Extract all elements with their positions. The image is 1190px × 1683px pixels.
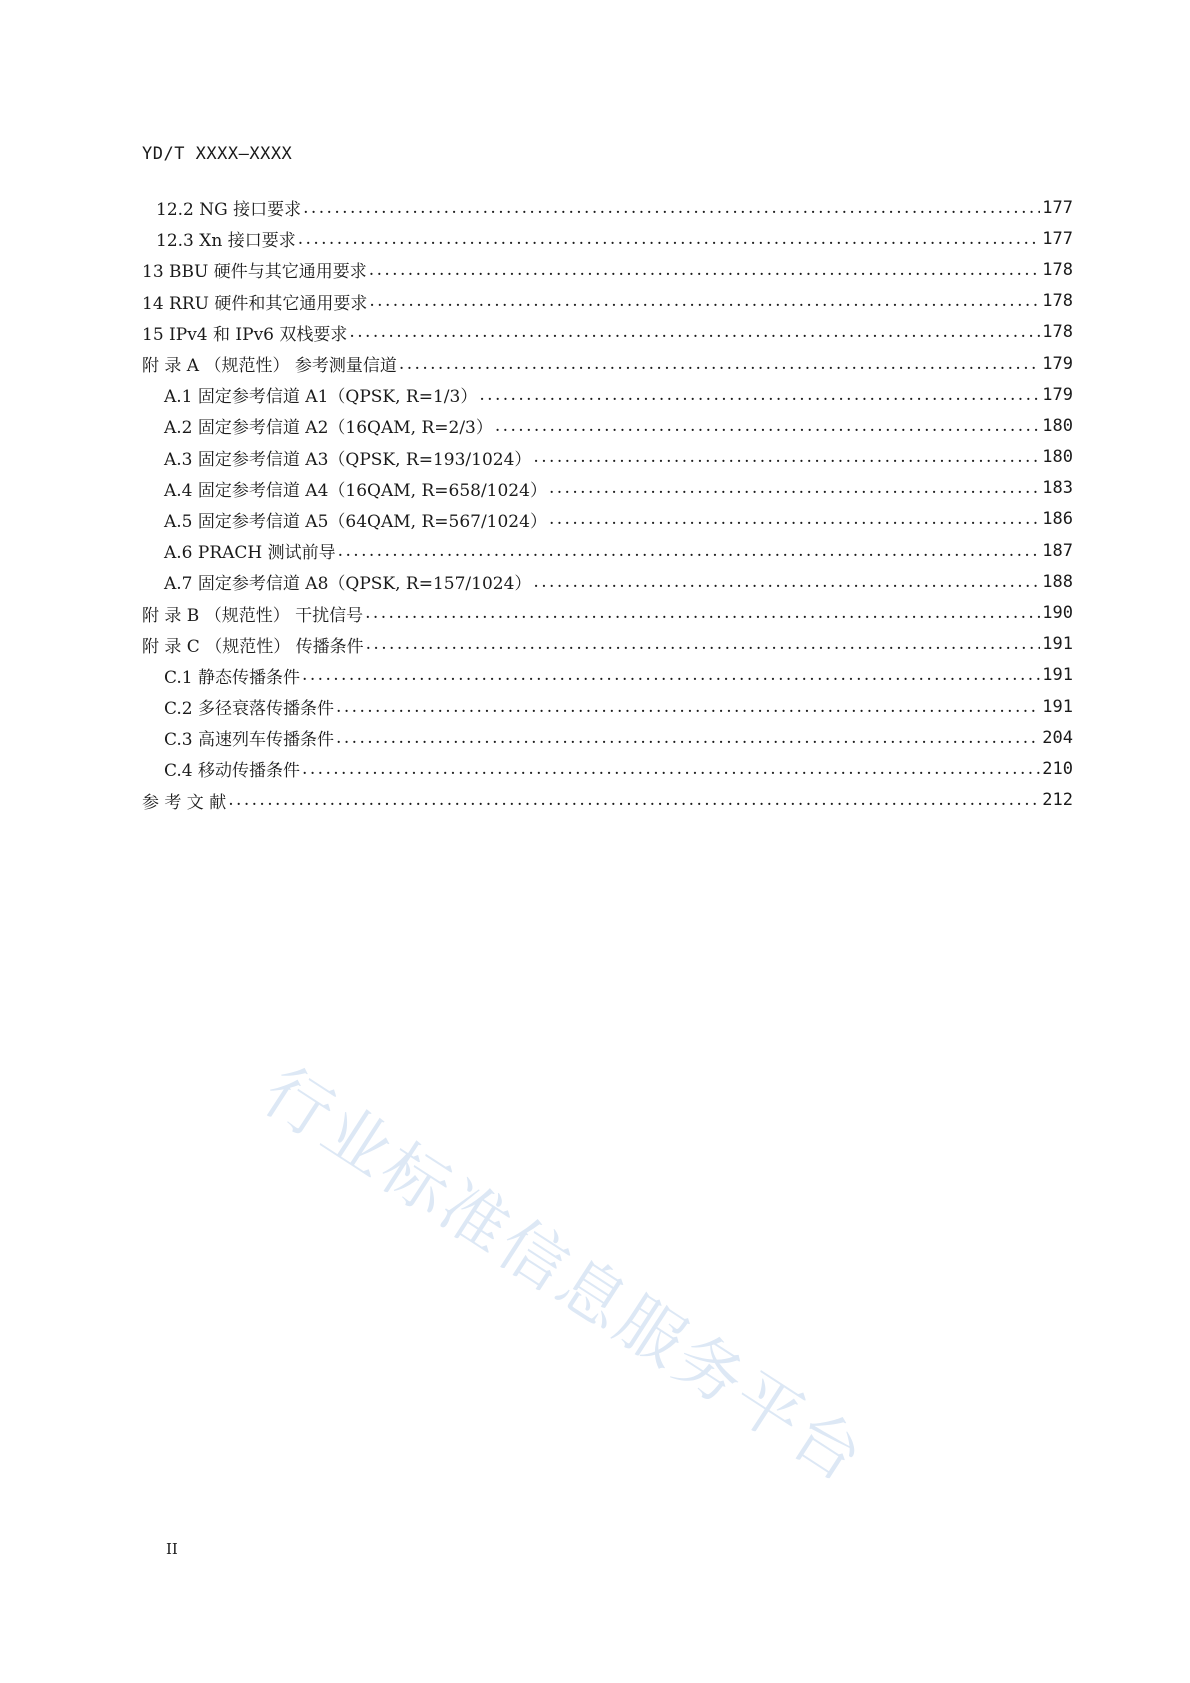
toc-entry-title: A.5 固定参考信道 A5（64QAM, R=567/1024）	[164, 511, 547, 532]
toc-leader-dots	[549, 509, 1040, 529]
toc-leader-dots	[338, 541, 1041, 561]
toc-entry-title: A.4 固定参考信道 A4（16QAM, R=658/1024）	[164, 480, 547, 501]
toc-entry-title: 附 录 C （规范性） 传播条件	[142, 636, 364, 657]
table-of-contents	[142, 192, 1073, 816]
toc-entry[interactable]	[142, 254, 1073, 285]
toc-entry-page: 177	[1042, 197, 1073, 218]
toc-entry[interactable]	[142, 504, 1073, 535]
toc-entry-title: 附 录 B （规范性） 干扰信号	[142, 605, 364, 626]
toc-entry-title: 附 录 A （规范性） 参考测量信道	[142, 356, 397, 377]
toc-entry-page: 183	[1042, 478, 1073, 499]
toc-entry[interactable]	[142, 629, 1073, 660]
toc-leader-dots	[336, 697, 1040, 717]
toc-entry[interactable]	[142, 473, 1073, 504]
toc-leader-dots	[495, 416, 1040, 436]
toc-leader-dots	[399, 354, 1040, 374]
toc-entry-title: C.2 多径衰落传播条件	[164, 699, 335, 720]
toc-entry-page: 186	[1042, 509, 1073, 530]
toc-leader-dots	[369, 260, 1041, 280]
toc-entry-title: 15 IPv4 和 IPv6 双栈要求	[142, 324, 348, 345]
toc-entry-page: 210	[1042, 758, 1073, 779]
toc-leader-dots	[298, 229, 1041, 249]
toc-leader-dots	[365, 603, 1040, 623]
toc-entry-title: A.7 固定参考信道 A8（QPSK, R=157/1024）	[164, 574, 532, 595]
toc-entry[interactable]	[142, 722, 1073, 753]
toc-leader-dots	[302, 665, 1040, 685]
toc-entry[interactable]	[142, 566, 1073, 597]
toc-leader-dots	[303, 198, 1040, 218]
toc-entry-page: 180	[1042, 447, 1073, 468]
toc-entry-page: 178	[1042, 259, 1073, 280]
toc-entry-title: 13 BBU 硬件与其它通用要求	[142, 262, 367, 283]
toc-entry-page: 180	[1042, 415, 1073, 436]
toc-entry[interactable]	[142, 348, 1073, 379]
document-header: YD/T XXXX—XXXX	[142, 144, 293, 164]
toc-entry-page: 191	[1042, 665, 1073, 686]
toc-entry[interactable]	[142, 317, 1073, 348]
toc-entry-title: A.1 固定参考信道 A1（QPSK, R=1/3）	[164, 387, 478, 408]
toc-entry[interactable]	[142, 785, 1073, 816]
toc-entry[interactable]	[142, 597, 1073, 628]
toc-entry-title: C.4 移动传播条件	[164, 761, 301, 782]
toc-leader-dots	[336, 728, 1040, 748]
toc-entry-title: 12.2 NG 接口要求	[156, 200, 302, 221]
page-number: II	[166, 1540, 178, 1558]
toc-entry-title: A.6 PRACH 测试前导	[164, 543, 336, 564]
toc-entry[interactable]	[142, 753, 1073, 784]
toc-entry[interactable]	[142, 192, 1073, 223]
toc-leader-dots	[228, 790, 1040, 810]
toc-leader-dots	[302, 759, 1040, 779]
toc-entry-page: 178	[1042, 291, 1073, 312]
toc-entry-page: 179	[1042, 353, 1073, 374]
toc-entry-page: 191	[1042, 696, 1073, 717]
watermark: 行业标准信息服务平台	[249, 1052, 879, 1499]
toc-entry-page: 179	[1042, 384, 1073, 405]
toc-leader-dots	[349, 322, 1040, 342]
toc-entry[interactable]	[142, 286, 1073, 317]
toc-entry[interactable]	[142, 691, 1073, 722]
toc-entry[interactable]	[142, 223, 1073, 254]
toc-entry-page: 188	[1042, 571, 1073, 592]
toc-entry-page: 212	[1042, 790, 1073, 811]
toc-entry-title: 参 考 文 献	[142, 792, 227, 813]
toc-entry-title: A.2 固定参考信道 A2（16QAM, R=2/3）	[164, 418, 493, 439]
toc-entry-title: A.3 固定参考信道 A3（QPSK, R=193/1024）	[164, 449, 532, 470]
toc-entry-page: 204	[1042, 727, 1073, 748]
toc-leader-dots	[366, 634, 1041, 654]
toc-leader-dots	[533, 447, 1040, 467]
toc-entry-title: 14 RRU 硬件和其它通用要求	[142, 293, 368, 314]
toc-leader-dots	[533, 572, 1040, 592]
toc-leader-dots	[479, 385, 1040, 405]
toc-entry-title: C.1 静态传播条件	[164, 667, 301, 688]
toc-entry-page: 191	[1042, 634, 1073, 655]
toc-entry[interactable]	[142, 535, 1073, 566]
toc-leader-dots	[549, 478, 1040, 498]
toc-entry-page: 178	[1042, 322, 1073, 343]
toc-entry-title: C.3 高速列车传播条件	[164, 730, 335, 751]
toc-entry[interactable]	[142, 442, 1073, 473]
toc-entry-page: 187	[1042, 540, 1073, 561]
toc-leader-dots	[369, 291, 1040, 311]
toc-entry-title: 12.3 Xn 接口要求	[156, 231, 296, 252]
toc-entry[interactable]	[142, 660, 1073, 691]
toc-entry-page: 177	[1042, 228, 1073, 249]
toc-entry[interactable]	[142, 410, 1073, 441]
toc-entry-page: 190	[1042, 603, 1073, 624]
toc-entry[interactable]	[142, 379, 1073, 410]
